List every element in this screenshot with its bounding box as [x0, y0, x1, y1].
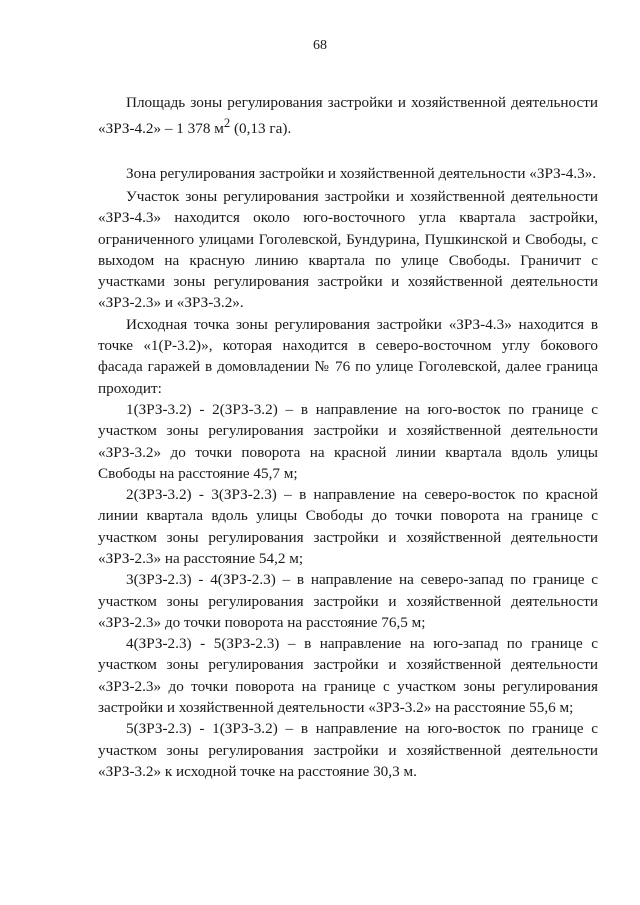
- paragraph-segment-4-5: 4(ЗРЗ-2.3) - 5(ЗРЗ-2.3) – в направление на юго-запад по границе с участком зоны регулирования застройки и хозяйственной деятельности «ЗРЗ-2.3» до точки поворота на границе с участком зоны регулирования застройки и хозяйственной деятельности «ЗРЗ-3.2» на расстояние 55,6 м;: [98, 635, 598, 717]
- paragraph-zone-heading: Зона регулирования застройки и хозяйственной деятельности «ЗРЗ-4.3».: [126, 164, 597, 182]
- document-body: [98, 92, 598, 782]
- superscript-2: 2: [223, 116, 231, 131]
- paragraph-gap: [98, 140, 598, 163]
- paragraph-segment-2-3: 2(ЗРЗ-3.2) - 3(ЗРЗ-2.3) – в направление на северо-восток по красной линии квартала вдоль улицы Свободы до точки поворота на границе с участком зоны регулирования застройки и хозяйственной деятельности «ЗРЗ-2.3» на расстояние 54,2 м;: [98, 486, 598, 567]
- paragraph-area-zrz-4-2: [98, 92, 598, 140]
- area-text: Площадь зоны регулирования застройки и хозяйственной деятельности «ЗРЗ-4.2» – 1 378 м: [98, 94, 598, 138]
- paragraph-segment-3-4: 3(ЗРЗ-2.3) - 4(ЗРЗ-2.3) – в направление на северо-запад по границе с участком зоны регулирования застройки и хозяйственной деятельности «ЗРЗ-2.3» до точки поворота на расстояние 76,5 м;: [98, 571, 598, 631]
- paragraph-segment-5-1: 5(ЗРЗ-2.3) - 1(ЗРЗ-3.2) – в направление на юго-восток по границе с участком зоны регулирования застройки и хозяйственной деятельности «ЗРЗ-3.2» к исходной точке на расстояние 30,3 м.: [98, 720, 598, 780]
- paragraph-start-point: Исходная точка зоны регулирования застройки «ЗРЗ-4.3» находится в точке «1(Р-3.2)», которая находится в северо-восточном углу бокового фасада гаражей в домовладении № 76 по улице Гоголевской, далее граница проходит:: [98, 315, 598, 397]
- paragraph-zone-location: Участок зоны регулирования застройки и хозяйственной деятельности «ЗРЗ-4.3» находится около юго-восточного угла квартала застройки, ограниченного улицами Гоголевской, Бундурина, Пушкинской и Свободы, с выходом на красную линию квартала по улице Свободы. Граничит с участками зоны регулирования застройки и хозяйственной деятельности «ЗРЗ-2.3» и «ЗРЗ-3.2».: [98, 187, 598, 312]
- paragraph-segment-1-2: 1(ЗРЗ-3.2) - 2(ЗРЗ-3.2) – в направление на юго-восток по границе с участком зоны регулирования застройки и хозяйственной деятельности «ЗРЗ-3.2» до точки поворота на красной линии квартала вдоль улицы Свободы на расстояние 45,7 м;: [98, 400, 598, 482]
- area-text-end: (0,13 га).: [230, 120, 292, 138]
- page-number: 68: [313, 38, 327, 53]
